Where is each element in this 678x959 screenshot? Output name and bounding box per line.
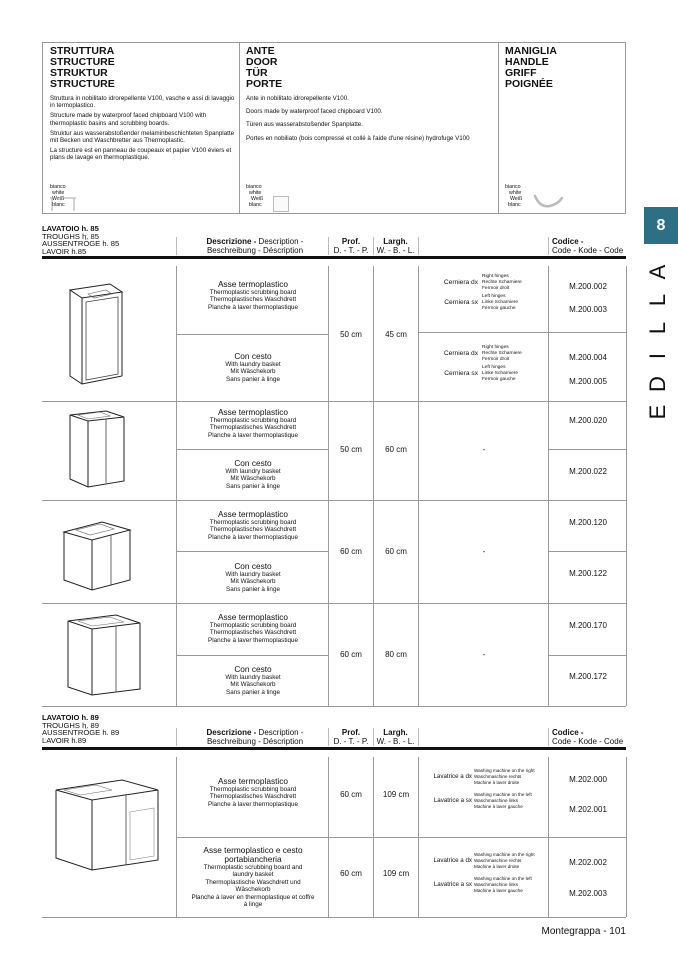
s2-variant-basket: Asse termoplastico e cesto portabiancheria Thermoplastic scrubbing board and laundry basket Thermoplastische Waschdrett und Wäschekorb Planche à laver en thermoplastique et coffre à linge xyxy=(191,845,315,909)
brand-vertical: A L L I D E xyxy=(645,264,670,420)
structure-finish: bianco white Weiß blanc xyxy=(50,184,66,208)
s2-v2-options: Washing machine on the right Lavatrice a dx Waschmaschine rechts Machine à laver droite Washing machine on the left Lavatrice a sx Waschmaschine links Machine à laver gauche xyxy=(433,852,535,894)
s2-variant-board: Asse termoplastico Thermoplastic scrubbing board Thermoplastisches Waschdrett Planche à laver thermoplastique xyxy=(208,776,298,808)
doors-finish: bianco white Weiß blanc xyxy=(246,184,264,208)
code: M.202.001 xyxy=(569,805,607,814)
code: M.202.000 xyxy=(569,775,607,784)
p1-variant-basket: Con cesto With laundry basket Mit Wäschekorb Sans panier à linge xyxy=(225,351,281,383)
col-code-header-2: Codice - Code - Kode - Code xyxy=(552,728,624,746)
col-width-header-2: Largh. W. - B. - L. xyxy=(376,728,415,746)
p1-hinge-options-b: Right hinges Cerniera dx Rechte Scharniere Fermoir droit Left hinges Cerniera sx Linke Scharniere Fermoir gauche xyxy=(443,345,522,383)
p3-options: - xyxy=(482,547,486,556)
handle-icon xyxy=(532,192,566,212)
code: M.202.003 xyxy=(569,889,607,898)
p1-hinge-options-a: Right hinges Cerniera dx Rechte Scharniere Fermoir droit Left hinges Cerniera sx Linke Scharniere Fermoir gauche xyxy=(443,274,522,312)
p2-options: - xyxy=(482,445,486,454)
header-divider xyxy=(498,42,499,214)
p2-width: 60 cm xyxy=(385,445,407,454)
code: M.200.002 xyxy=(569,282,607,291)
trough-45-image xyxy=(62,276,126,390)
col-width-header: Largh. W. - B. - L. xyxy=(376,237,415,255)
code: M.202.002 xyxy=(569,858,607,867)
col-desc-header-2: Descrizione - Description - Beschreibung - Déscription xyxy=(206,728,304,746)
doors-swatch-icon xyxy=(273,196,289,212)
code: M.200.172 xyxy=(569,672,607,681)
s2-v1-width: 109 cm xyxy=(382,790,410,799)
code: M.200.005 xyxy=(569,377,607,386)
section2-rule xyxy=(42,747,626,750)
code: M.200.022 xyxy=(569,467,607,476)
handle-title: MANIGLIA HANDLE GRIFF POIGNÉE xyxy=(505,45,557,90)
page-footer: Montegrappa - 101 xyxy=(541,926,626,937)
s2-v1-depth: 60 cm xyxy=(340,790,362,799)
trough-109-image xyxy=(52,778,162,878)
p3-depth: 60 cm xyxy=(340,547,362,556)
code: M.200.004 xyxy=(569,353,607,362)
doors-text-de: Türen aus wasserabstoßender Spanplatte. xyxy=(246,121,363,129)
trough-50x60-image xyxy=(66,407,128,491)
p2-variant-basket: Con cesto With laundry basket Mit Wäschekorb Sans panier à linge xyxy=(225,458,281,490)
p2-depth: 50 cm xyxy=(340,445,362,454)
s2-v2-depth: 60 cm xyxy=(340,869,362,878)
doors-title: ANTE DOOR TÜR PORTE xyxy=(246,45,283,90)
structure-column xyxy=(50,46,236,162)
handle-finish: bianco white Weiß blanc xyxy=(505,184,523,208)
code: M.200.120 xyxy=(569,518,607,527)
structure-swatch-icon xyxy=(48,196,78,212)
p2-variant-board: Asse termoplastico Thermoplastic scrubbing board Thermoplastisches Waschdrett Planche à laver thermoplastique xyxy=(208,407,298,439)
doors-text-en: Doors made by waterproof faced chipboard V100. xyxy=(246,108,383,116)
doors-text-it: Ante in nobilitato idrorepellente V100. xyxy=(246,95,349,102)
col-code-header: Codice - Code - Kode - Code xyxy=(552,237,624,255)
p3-variant-board: Asse termoplastico Thermoplastic scrubbing board Thermoplastisches Waschdrett Planche à laver thermoplastique xyxy=(208,509,298,541)
p4-variant-board: Asse termoplastico Thermoplastic scrubbing board Thermoplastisches Waschdrett Planche à laver thermoplastique xyxy=(208,612,298,644)
p1-variant-board: Asse termoplastico Thermoplastic scrubbing board Thermoplastisches Waschdrett Planche à laver thermoplastique xyxy=(208,279,298,311)
doors-column xyxy=(246,46,492,142)
col-depth-header: Prof. D. - T. - P. xyxy=(333,237,369,255)
code: M.200.003 xyxy=(569,305,607,314)
p3-width: 60 cm xyxy=(385,547,407,556)
handle-column xyxy=(505,46,623,90)
trough-60x80-image xyxy=(64,611,144,699)
trough-60x60-image xyxy=(58,512,134,594)
section2-title: LAVATOIO h. 89 TROUGHS h. 89 AUSSENTRÖGE h. 89 LAVOIR h.89 xyxy=(42,713,120,745)
col-depth-header-2: Prof. D. - T. - P. xyxy=(333,728,369,746)
section-tab: 8 xyxy=(644,207,678,244)
p1-width: 45 cm xyxy=(385,330,407,339)
code: M.200.170 xyxy=(569,621,607,630)
structure-text-de: Struktur aus wasserabstoßender melaminbeschichteten Spanplatte mit Becken und Waschbretter aus Thermoplastic. xyxy=(50,129,235,145)
s2-v2-width: 109 cm xyxy=(382,869,410,878)
header-divider xyxy=(239,42,240,214)
p3-variant-basket: Con cesto With laundry basket Mit Wäschekorb Sans panier à linge xyxy=(225,561,281,593)
structure-text-it: Struttura in nobilitato idrorepellente V100, vasche e assi di lavaggio in termoplastico. xyxy=(50,95,235,110)
structure-title: STRUTTURA STRUCTURE STRUKTUR STRUCTURE xyxy=(50,45,115,90)
code: M.200.122 xyxy=(569,569,607,578)
p1-depth: 50 cm xyxy=(340,330,362,339)
section1-title: LAVATOIO h. 85 TROUGHS h. 85 AUSSENTRÖGE h. 85 LAVOIR h.85 xyxy=(42,224,120,256)
p4-width: 80 cm xyxy=(385,650,407,659)
doors-text-fr: Portes en nobiliato (bois compressé et collé à l'aide d'une résine) hydrofuge V100 xyxy=(246,134,470,142)
p4-depth: 60 cm xyxy=(340,650,362,659)
s2-v1-options: Washing machine on the right Lavatrice a dx Waschmaschine rechts Machine à laver droite Washing machine on the left Lavatrice a sx Waschmaschine links Machine à laver gauche xyxy=(433,768,535,810)
col-desc-header: Descrizione - Description - Beschreibung - Déscription xyxy=(206,237,304,255)
code: M.200.020 xyxy=(569,416,607,425)
structure-text-fr: La structure est en panneau de coupeaux et papier V100 éviers et plans de lavage en thermoplastique. xyxy=(50,147,232,162)
p4-variant-basket: Con cesto With laundry basket Mit Wäschekorb Sans panier à linge xyxy=(225,664,281,696)
structure-text-en: Structure made by waterproof faced chipboard V100 with thermoplastic basins and scrubbing boards. xyxy=(50,112,207,127)
section1-rule xyxy=(42,256,626,259)
p4-options: - xyxy=(482,650,486,659)
